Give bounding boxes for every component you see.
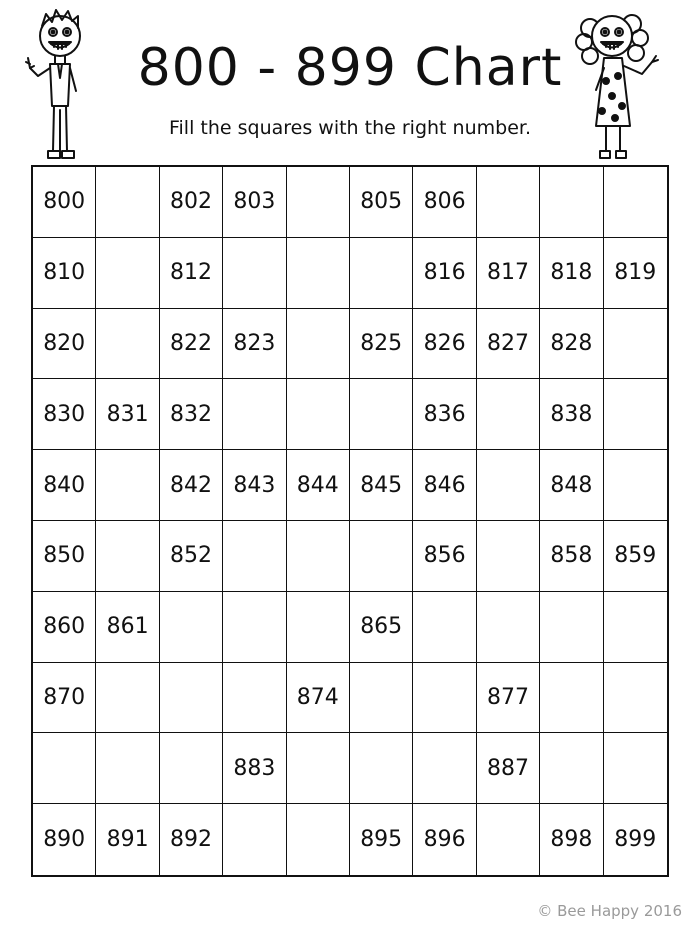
blank-grid-cell[interactable] bbox=[350, 521, 413, 592]
blank-grid-cell[interactable] bbox=[604, 663, 667, 734]
blank-grid-cell[interactable] bbox=[96, 521, 159, 592]
grid-cell: 887 bbox=[477, 733, 540, 804]
grid-cell: 891 bbox=[96, 804, 159, 875]
grid-cell: 810 bbox=[33, 238, 96, 309]
instructions: Fill the squares with the right number. bbox=[168, 117, 531, 139]
grid-cell: 823 bbox=[223, 309, 286, 380]
blank-grid-cell[interactable] bbox=[477, 379, 540, 450]
blank-grid-cell[interactable] bbox=[96, 238, 159, 309]
grid-cell: 838 bbox=[540, 379, 603, 450]
grid-cell: 874 bbox=[287, 663, 350, 734]
blank-grid-cell[interactable] bbox=[477, 592, 540, 663]
blank-grid-cell[interactable] bbox=[477, 521, 540, 592]
grid-cell: 845 bbox=[350, 450, 413, 521]
blank-grid-cell[interactable] bbox=[604, 309, 667, 380]
blank-grid-cell[interactable] bbox=[604, 379, 667, 450]
grid-cell: 812 bbox=[160, 238, 223, 309]
blank-grid-cell[interactable] bbox=[413, 592, 476, 663]
grid-cell: 819 bbox=[604, 238, 667, 309]
blank-grid-cell[interactable] bbox=[540, 733, 603, 804]
blank-grid-cell[interactable] bbox=[287, 309, 350, 380]
grid-cell: 805 bbox=[350, 167, 413, 238]
grid-cell: 846 bbox=[413, 450, 476, 521]
blank-grid-cell[interactable] bbox=[350, 663, 413, 734]
blank-grid-cell[interactable] bbox=[160, 733, 223, 804]
blank-grid-cell[interactable] bbox=[96, 733, 159, 804]
grid-cell: 827 bbox=[477, 309, 540, 380]
copyright-notice: © Bee Happy 2016 bbox=[537, 902, 682, 920]
blank-grid-cell[interactable] bbox=[413, 733, 476, 804]
grid-cell: 840 bbox=[33, 450, 96, 521]
blank-grid-cell[interactable] bbox=[33, 733, 96, 804]
grid-cell: 817 bbox=[477, 238, 540, 309]
blank-grid-cell[interactable] bbox=[223, 592, 286, 663]
grid-cell: 822 bbox=[160, 309, 223, 380]
blank-grid-cell[interactable] bbox=[223, 804, 286, 875]
blank-grid-cell[interactable] bbox=[160, 592, 223, 663]
grid-cell: 896 bbox=[413, 804, 476, 875]
blank-grid-cell[interactable] bbox=[604, 450, 667, 521]
grid-cell: 816 bbox=[413, 238, 476, 309]
blank-grid-cell[interactable] bbox=[287, 379, 350, 450]
blank-grid-cell[interactable] bbox=[287, 804, 350, 875]
grid-cell: 832 bbox=[160, 379, 223, 450]
blank-grid-cell[interactable] bbox=[477, 167, 540, 238]
blank-grid-cell[interactable] bbox=[477, 804, 540, 875]
grid-cell: 890 bbox=[33, 804, 96, 875]
blank-grid-cell[interactable] bbox=[223, 521, 286, 592]
blank-grid-cell[interactable] bbox=[96, 450, 159, 521]
grid-cell: 898 bbox=[540, 804, 603, 875]
grid-cell: 842 bbox=[160, 450, 223, 521]
blank-grid-cell[interactable] bbox=[96, 167, 159, 238]
blank-grid-cell[interactable] bbox=[287, 238, 350, 309]
blank-grid-cell[interactable] bbox=[160, 663, 223, 734]
grid-cell: 861 bbox=[96, 592, 159, 663]
blank-grid-cell[interactable] bbox=[540, 592, 603, 663]
blank-grid-cell[interactable] bbox=[287, 592, 350, 663]
blank-grid-cell[interactable] bbox=[350, 733, 413, 804]
blank-grid-cell[interactable] bbox=[477, 450, 540, 521]
grid-cell: 800 bbox=[33, 167, 96, 238]
grid-cell: 895 bbox=[350, 804, 413, 875]
number-grid bbox=[31, 165, 669, 877]
blank-grid-cell[interactable] bbox=[604, 167, 667, 238]
blank-grid-cell[interactable] bbox=[413, 663, 476, 734]
grid-cell: 802 bbox=[160, 167, 223, 238]
grid-cell: 899 bbox=[614, 827, 657, 853]
grid-cell: 858 bbox=[540, 521, 603, 592]
blank-grid-cell[interactable] bbox=[223, 238, 286, 309]
grid-cell: 806 bbox=[413, 167, 476, 238]
grid-cell: 844 bbox=[287, 450, 350, 521]
grid-cell: 803 bbox=[223, 167, 286, 238]
grid-cell: 860 bbox=[33, 592, 96, 663]
grid-cell: 850 bbox=[33, 521, 96, 592]
blank-grid-cell[interactable] bbox=[287, 521, 350, 592]
grid-cell: 831 bbox=[96, 379, 159, 450]
grid-cell: 870 bbox=[33, 663, 96, 734]
grid-cell: 820 bbox=[33, 309, 96, 380]
blank-grid-cell[interactable] bbox=[540, 167, 603, 238]
page-title: 800 - 899 Chart bbox=[137, 38, 563, 98]
blank-grid-cell[interactable] bbox=[604, 733, 667, 804]
blank-grid-cell[interactable] bbox=[96, 309, 159, 380]
grid-cell: 828 bbox=[540, 309, 603, 380]
blank-grid-cell[interactable] bbox=[96, 663, 159, 734]
grid-cell: 892 bbox=[160, 804, 223, 875]
grid-cell: 859 bbox=[604, 521, 667, 592]
grid-cell: 877 bbox=[477, 663, 540, 734]
blank-grid-cell[interactable] bbox=[604, 592, 667, 663]
grid-cell: 826 bbox=[413, 309, 476, 380]
blank-grid-cell[interactable] bbox=[223, 663, 286, 734]
blank-grid-cell[interactable] bbox=[287, 733, 350, 804]
grid-cell: 818 bbox=[540, 238, 603, 309]
grid-cell: 848 bbox=[540, 450, 603, 521]
grid-cell: 852 bbox=[160, 521, 223, 592]
grid-cell: 856 bbox=[413, 521, 476, 592]
blank-grid-cell[interactable] bbox=[350, 379, 413, 450]
grid-cell: 883 bbox=[223, 733, 286, 804]
blank-grid-cell[interactable] bbox=[223, 379, 286, 450]
grid-cell: 836 bbox=[413, 379, 476, 450]
blank-grid-cell[interactable] bbox=[540, 663, 603, 734]
grid-cell: 843 bbox=[223, 450, 286, 521]
blank-grid-cell[interactable] bbox=[287, 167, 350, 238]
grid-cell: 830 bbox=[33, 379, 96, 450]
blank-grid-cell[interactable] bbox=[350, 238, 413, 309]
grid-cell: 865 bbox=[350, 592, 413, 663]
grid-cell: 825 bbox=[350, 309, 413, 380]
